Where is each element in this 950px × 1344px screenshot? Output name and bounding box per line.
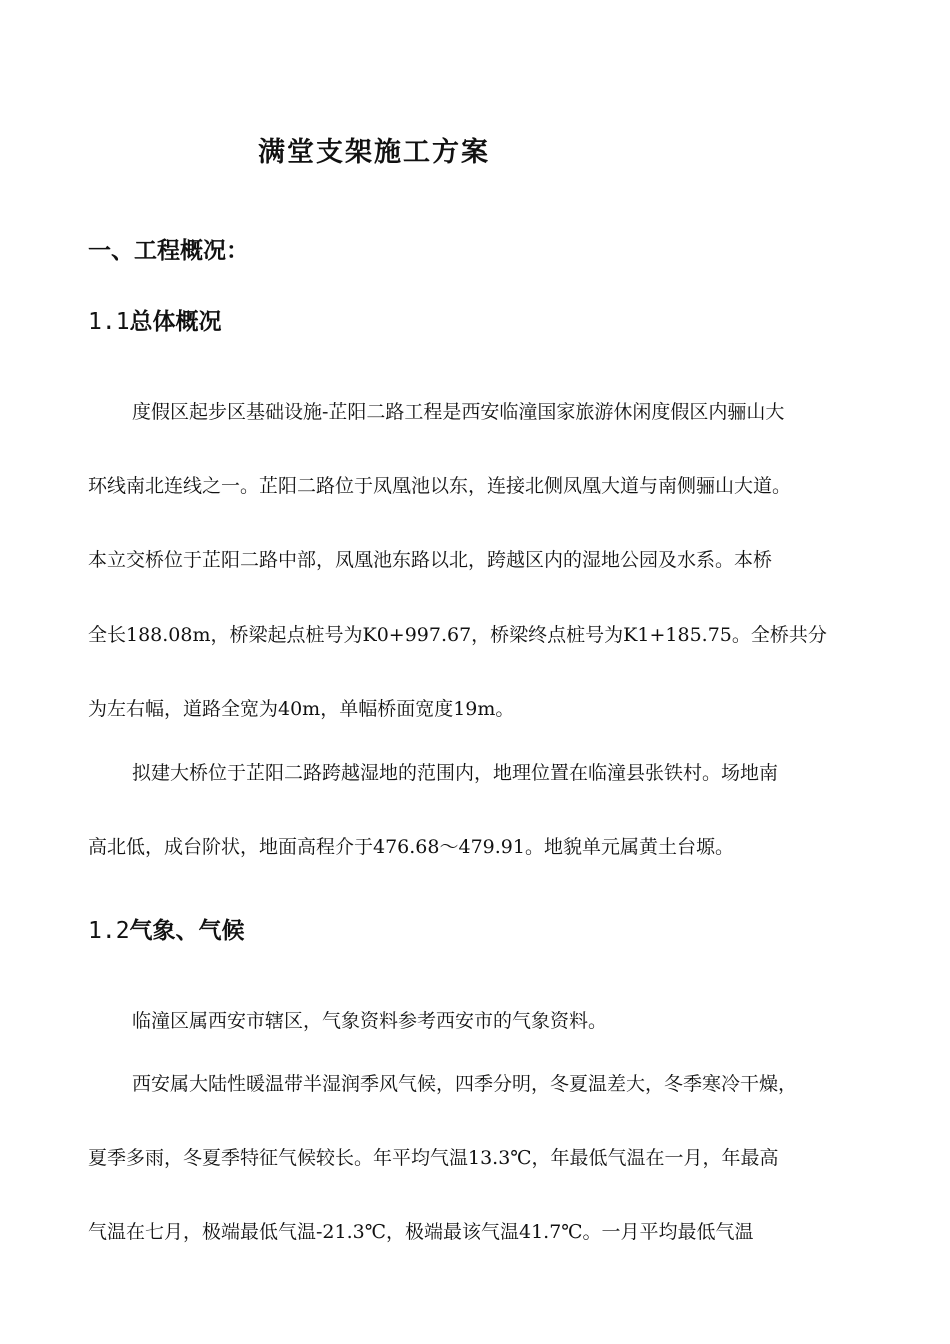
subsection-heading-climate bbox=[88, 912, 245, 945]
paragraph-line: 环线南北连线之一。芷阳二路位于凤凰池以东，连接北侧凤凰大道与南侧骊山大道。 bbox=[88, 475, 792, 497]
paragraph-line: 为左右幅，道路全宽为40m，单幅桥面宽度19m。 bbox=[88, 698, 515, 720]
paragraph-line: 夏季多雨，冬夏季特征气候较长。年平均气温13.3℃，年最低气温在一月，年最高 bbox=[88, 1147, 779, 1169]
subsection-heading-general bbox=[88, 303, 222, 336]
paragraph-line: 气温在七月，极端最低气温-21.3℃，极端最该气温41.7℃。一月平均最低气温 bbox=[88, 1221, 754, 1243]
subsection-number: 1.2 bbox=[88, 918, 130, 944]
paragraph-line: 拟建大桥位于芷阳二路跨越湿地的范围内，地理位置在临潼县张铁村。场地南 bbox=[132, 762, 779, 784]
paragraph-line: 全长188.08m，桥梁起点桩号为K0+997.67，桥梁终点桩号为K1+185.75。全桥共分 bbox=[88, 624, 827, 646]
paragraph-line: 本立交桥位于芷阳二路中部，凤凰池东路以北，跨越区内的湿地公园及水系。本桥 bbox=[88, 549, 773, 571]
subsection-title: 气象、气候 bbox=[129, 918, 245, 944]
paragraph-line: 度假区起步区基础设施-芷阳二路工程是西安临潼国家旅游休闲度假区内骊山大 bbox=[132, 401, 785, 423]
paragraph-line: 高北低，成台阶状，地面高程介于476.68～479.91。地貌单元属黄土台塬。 bbox=[88, 836, 734, 858]
subsection-number: 1.1 bbox=[88, 309, 130, 335]
paragraph-line: 西安属大陆性暖温带半湿润季风气候，四季分明，冬夏温差大，冬季寒冷干燥， bbox=[132, 1073, 798, 1095]
subsection-title: 总体概况 bbox=[129, 309, 222, 335]
document-title: 满堂支架施工方案 bbox=[258, 137, 490, 168]
paragraph-line: 临潼区属西安市辖区，气象资料参考西安市的气象资料。 bbox=[132, 1010, 608, 1032]
section-heading-overview: 一、工程概况： bbox=[88, 238, 249, 264]
